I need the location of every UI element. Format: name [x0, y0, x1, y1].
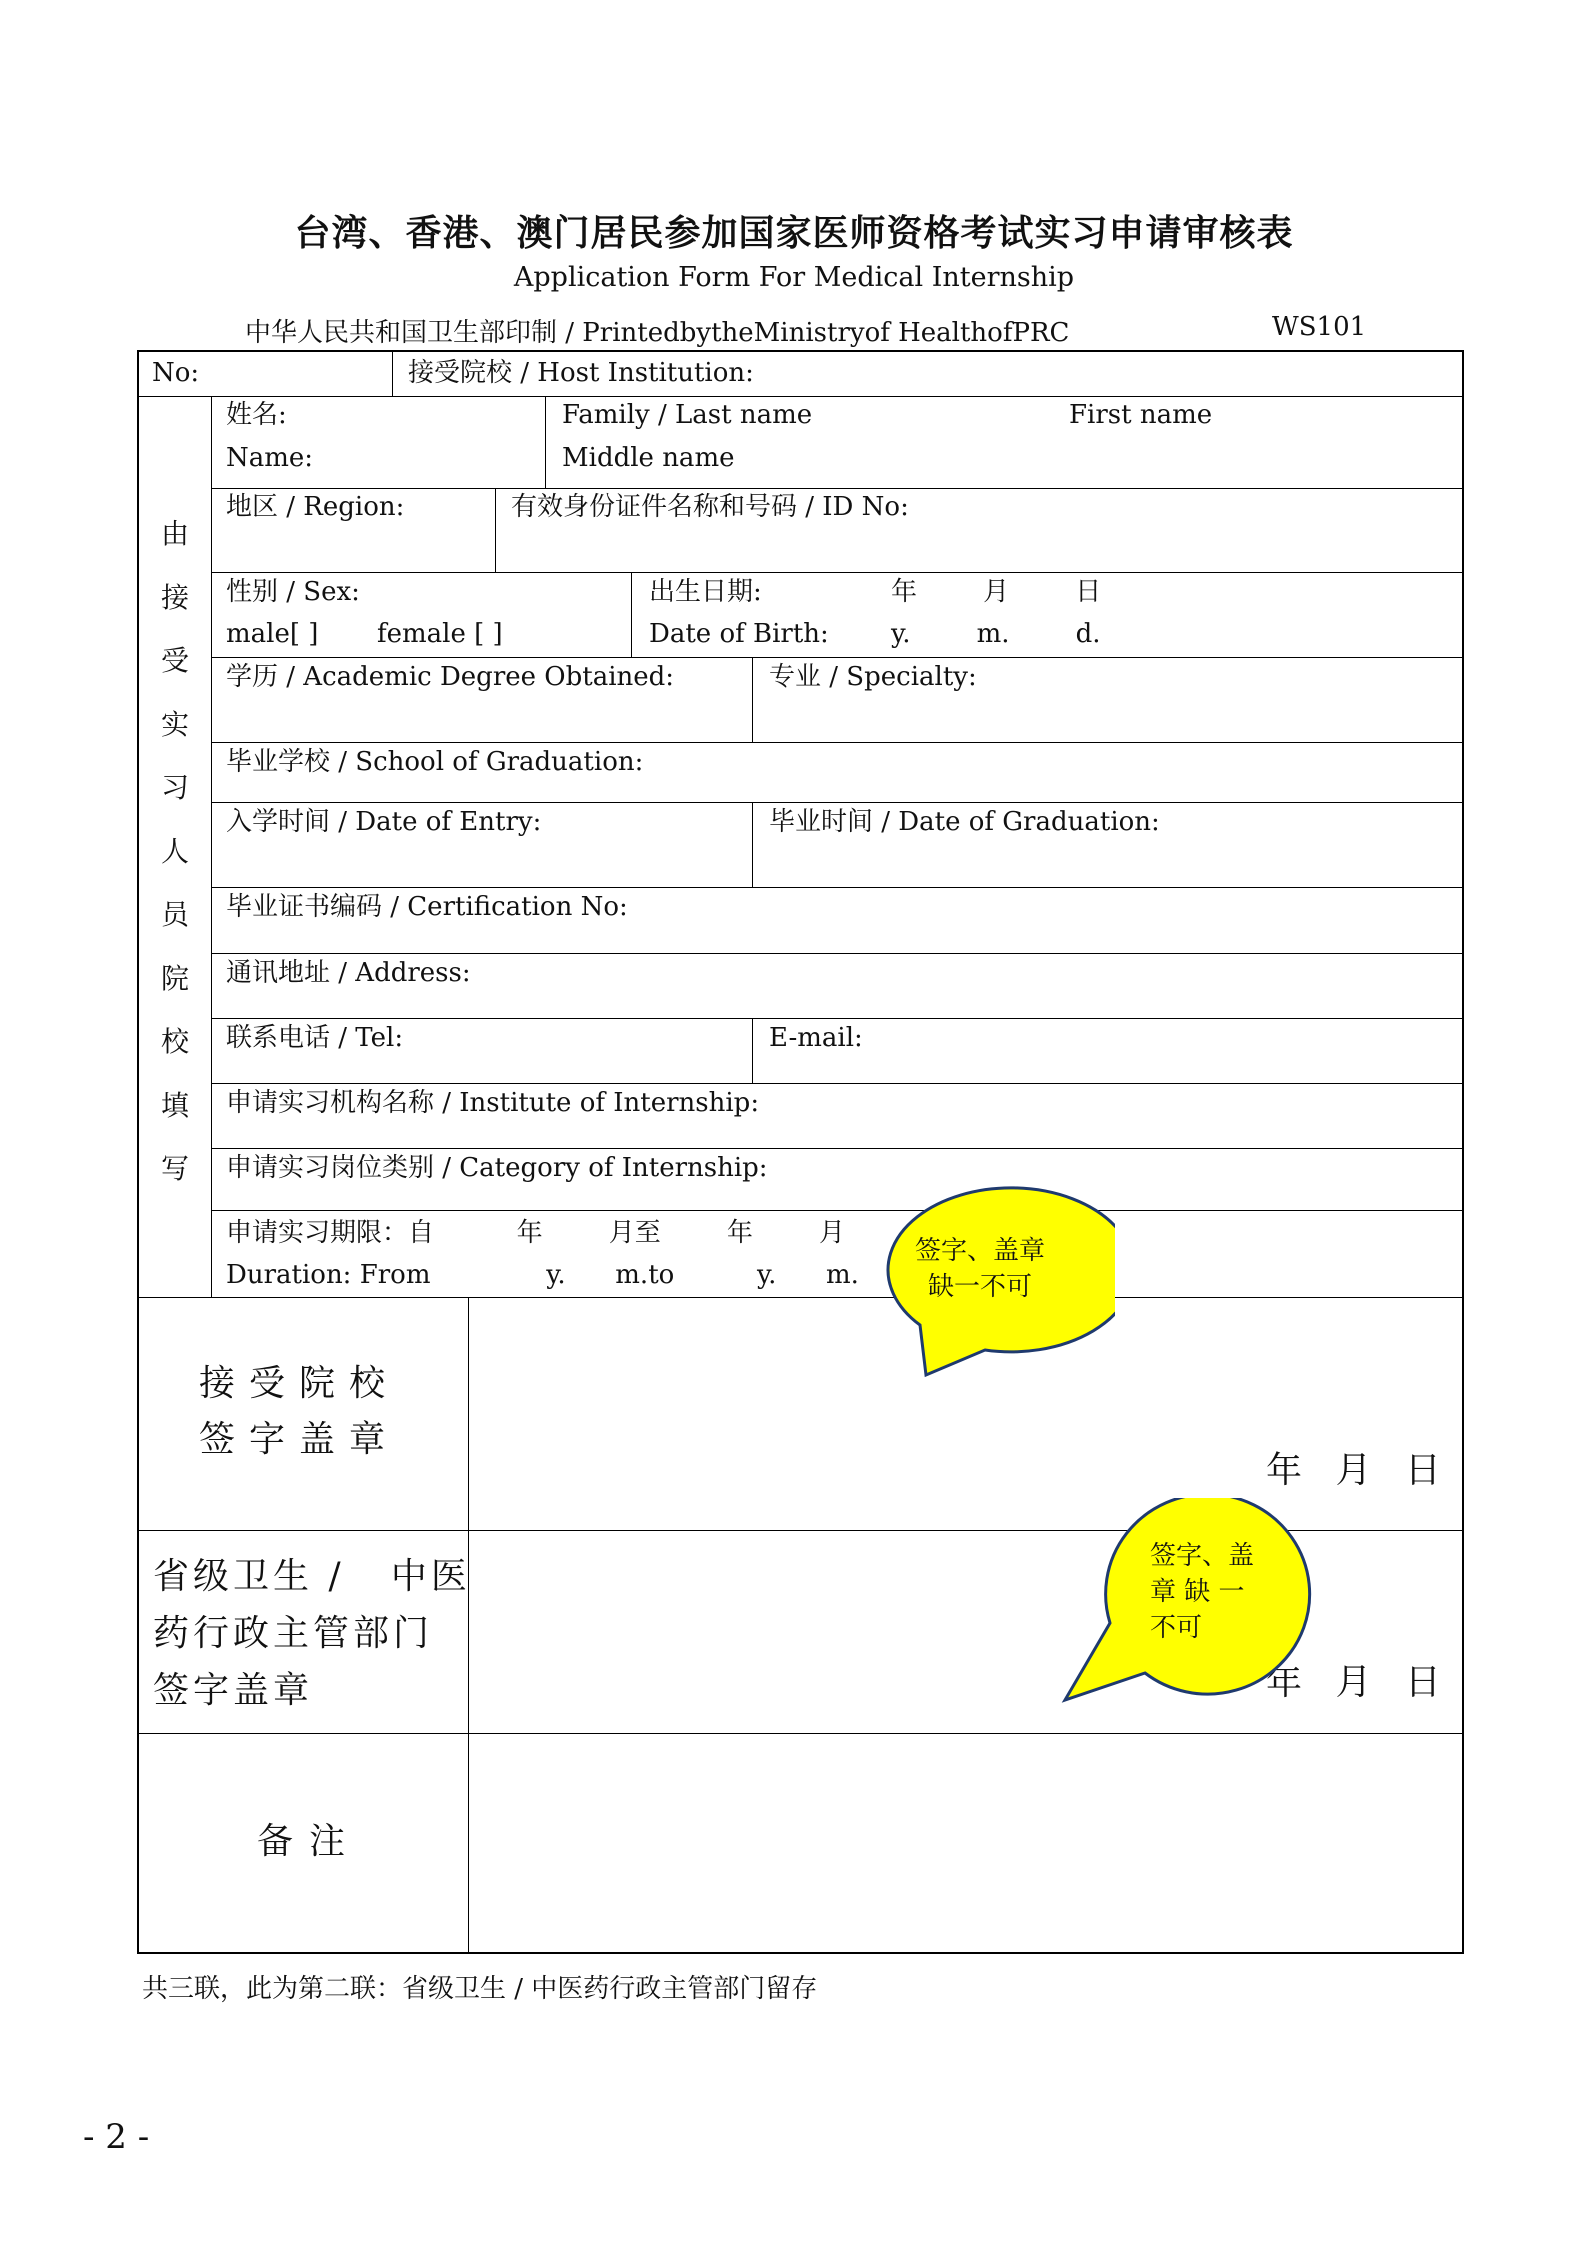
entry-date-label: 入学时间 / Date of Entry: [226, 807, 542, 837]
host-institution-label: 接受院校 / Host Institution: [408, 358, 754, 388]
duration-cn-label: 申请实习期限：自 年 月至 年 月 [226, 1218, 845, 1248]
form-title: 台湾、香港、澳门居民参加国家医师资格考试实习申请审核表 [294, 213, 1294, 254]
first-name-label: First name [1069, 400, 1213, 430]
family-name-label: Family / Last name [562, 400, 813, 430]
form-subtitle: Application Form For Medical Internship [513, 262, 1075, 293]
host-sign-date: 年 月 日 [1266, 1450, 1441, 1491]
address-label: 通讯地址 / Address: [226, 958, 471, 988]
province-line3: 签字盖章 [153, 1670, 314, 1711]
specialty-label: 专业 / Specialty: [769, 662, 977, 692]
institute-label: 申请实习机构名称 / Institute of Internship: [226, 1088, 760, 1118]
birth-cn-label: 出生日期: [649, 577, 762, 607]
province-line1: 省级卫生 / 中医 [153, 1556, 471, 1597]
female-checkbox[interactable]: female [ ] [377, 619, 503, 649]
certification-label: 毕业证书编码 / Certification No: [226, 892, 628, 922]
birth-en-units: y. m. d. [891, 619, 1101, 649]
callout-2-text: 签字、盖 章 缺 一 不可 [1150, 1541, 1255, 1643]
middle-name-label: Middle name [562, 443, 735, 473]
sex-label: 性别 / Sex: [226, 577, 360, 607]
remarks-label: 备注 [257, 1821, 362, 1862]
page-number: - 2 - [83, 2117, 150, 2157]
male-checkbox[interactable]: male[ ] [226, 619, 319, 649]
school-label: 毕业学校 / School of Graduation: [226, 747, 644, 777]
birth-cn-units: 年 月 日 [891, 577, 1102, 607]
application-form-table [137, 350, 1464, 1954]
id-label: 有效身份证件名称和号码 / ID No: [511, 492, 909, 522]
region-label: 地区 / Region: [226, 492, 405, 522]
province-line2: 药行政主管部门 [153, 1613, 434, 1654]
no-label: No: [152, 358, 200, 388]
form-code: WS101 [1272, 312, 1367, 342]
callout-1-text: 签字、盖章 缺一不可 [914, 1236, 1045, 1302]
side-vertical-label: 由 接 受 实 习 人 员 院 校 填 写 [160, 517, 189, 1185]
name-cn-label: 姓名: [226, 400, 287, 430]
category-label: 申请实习岗位类别 / Category of Internship: [226, 1153, 768, 1183]
footnote: 共三联，此为第二联：省级卫生 / 中医药行政主管部门留存 [142, 1974, 818, 2004]
province-sign-date: 年 月 日 [1266, 1662, 1441, 1703]
graduation-date-label: 毕业时间 / Date of Graduation: [769, 807, 1160, 837]
printed-by: 中华人民共和国卫生部印制 / PrintedbytheMinistryof HealthofPRC [245, 318, 1070, 348]
tel-label: 联系电话 / Tel: [226, 1023, 404, 1053]
duration-en-label: Duration: From y. m.to y. m. [226, 1260, 859, 1290]
email-label: E-mail: [769, 1023, 863, 1053]
host-sign-line2: 签字盖章 [199, 1419, 400, 1460]
host-sign-line1: 接受院校 [199, 1363, 400, 1404]
name-en-label: Name: [226, 443, 314, 473]
degree-label: 学历 / Academic Degree Obtained: [226, 662, 675, 692]
birth-en-label: Date of Birth: [649, 619, 829, 649]
